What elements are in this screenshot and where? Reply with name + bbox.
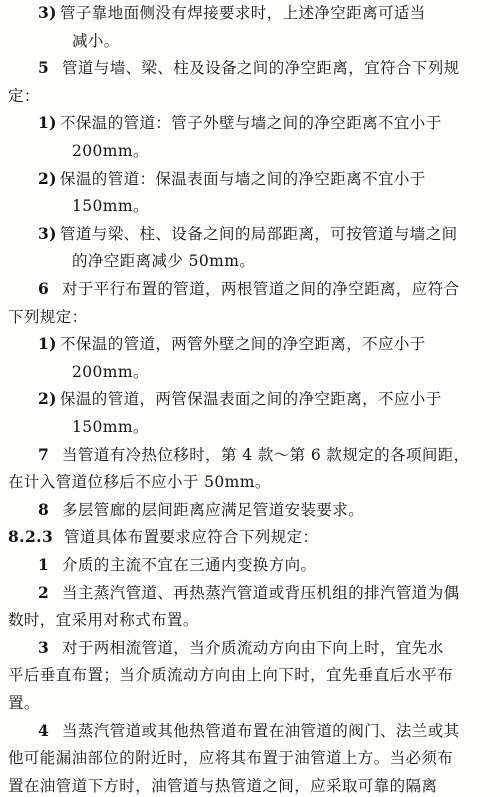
line-text: 当蒸汽管道或其他热管道布置在油管道的阀门、法兰或其 xyxy=(62,721,460,740)
line-text: 200mm。 xyxy=(72,142,149,160)
line-text: 保温的管道：保温表面与墙之间的净空距离不宜小于 xyxy=(60,169,426,188)
text-line xyxy=(38,444,470,466)
item-number: 3) xyxy=(38,223,57,243)
item-number: 2) xyxy=(38,389,57,409)
text-line xyxy=(38,278,460,300)
text-line xyxy=(38,168,426,190)
line-text: 多层管廊的层间距离应满足管道安装要求。 xyxy=(62,500,365,519)
line-text: 管子靠地面侧没有焊接要求时，上述净空距离可适当 xyxy=(60,4,426,22)
line-text: 平后垂直布置；当介质流动方向由上向下时，宜先垂直后水平布 xyxy=(8,666,454,685)
text-line xyxy=(72,195,149,217)
text-line xyxy=(38,582,460,604)
text-line xyxy=(38,554,316,576)
item-number: 1) xyxy=(38,334,57,354)
text-line xyxy=(8,306,88,328)
line-text: 保温的管道，两管保温表面之间的净空距离，不应小于 xyxy=(60,390,442,409)
text-line xyxy=(72,140,149,162)
text-line xyxy=(8,471,271,493)
text-line xyxy=(38,637,444,659)
line-text: 数时，宜采用对称式布置。 xyxy=(8,611,199,630)
item-number: 2 xyxy=(38,582,50,602)
item-number: 7 xyxy=(38,444,50,464)
line-text: 管道具体布置要求应符合下列规定： xyxy=(64,528,319,547)
text-line xyxy=(8,664,453,686)
line-text: 的净空距离减少 50mm。 xyxy=(72,252,256,271)
text-line xyxy=(38,223,458,245)
text-line xyxy=(8,775,437,797)
line-text: 在计入管道位移后不应小于 50mm。 xyxy=(8,473,271,492)
line-text: 管道与墙、梁、柱及设备之间的净空距离，宜符合下列规 xyxy=(62,59,460,78)
text-line xyxy=(8,692,40,714)
item-number: 3 xyxy=(38,637,50,657)
text-line xyxy=(8,85,40,107)
line-text: 对于两相流管道，当介质流动方向由下向上时，宜先水 xyxy=(62,638,444,657)
text-line xyxy=(72,250,255,272)
line-text: 减小。 xyxy=(72,31,120,50)
text-line xyxy=(8,526,318,548)
text-line xyxy=(8,747,453,769)
line-text: 管道与梁、柱、设备之间的局部距离，可按管道与墙之间 xyxy=(60,224,458,243)
line-text: 置。 xyxy=(8,694,40,712)
item-number: 6 xyxy=(38,279,50,298)
line-text: 150mm。 xyxy=(72,197,149,216)
line-text: 当管道有冷热位移时，第 4 款～第 6 款规定的各项间距， xyxy=(62,445,470,464)
line-text: 他可能漏油部位的附近时，应将其布置于油管道上方。当必须布 xyxy=(8,749,454,768)
line-text: 对于平行布置的管道，两根管道之间的净空距离，应符合 xyxy=(62,280,460,298)
item-number: 3) xyxy=(38,3,57,22)
text-line xyxy=(72,361,149,383)
line-text: 150mm。 xyxy=(72,418,149,436)
item-number: 1) xyxy=(38,113,57,133)
text-line xyxy=(38,388,442,410)
item-number: 2) xyxy=(38,168,57,188)
text-line xyxy=(38,2,478,24)
item-number: 1 xyxy=(38,555,50,574)
text-line xyxy=(38,499,364,521)
line-text: 置在油管道下方时，油管道与热管道之间，应采取可靠的隔离 xyxy=(8,776,438,795)
text-line xyxy=(38,112,442,134)
item-number: 8 xyxy=(38,499,50,519)
item-number: 5 xyxy=(38,58,50,78)
text-line xyxy=(38,57,460,79)
line-text: 下列规定： xyxy=(8,307,88,326)
line-text: 定： xyxy=(8,86,40,105)
text-line xyxy=(72,30,120,52)
section-number: 8.2.3 xyxy=(8,527,54,547)
text-line xyxy=(72,416,149,438)
line-text: 不保温的管道，两管外壁之间的净空距离，不应小于 xyxy=(60,335,426,354)
text-line xyxy=(38,333,426,355)
text-line xyxy=(8,609,199,631)
line-text: 介质的主流不宜在三通内变换方向。 xyxy=(62,556,317,574)
text-line xyxy=(38,720,460,742)
item-number: 4 xyxy=(38,720,50,740)
line-text: 当主蒸汽管道、再热蒸汽管道或背压机组的排汽管道为偶 xyxy=(62,583,460,602)
line-text: 200mm。 xyxy=(72,362,149,381)
line-text: 不保温的管道：管子外壁与墙之间的净空距离不宜小于 xyxy=(60,114,442,133)
